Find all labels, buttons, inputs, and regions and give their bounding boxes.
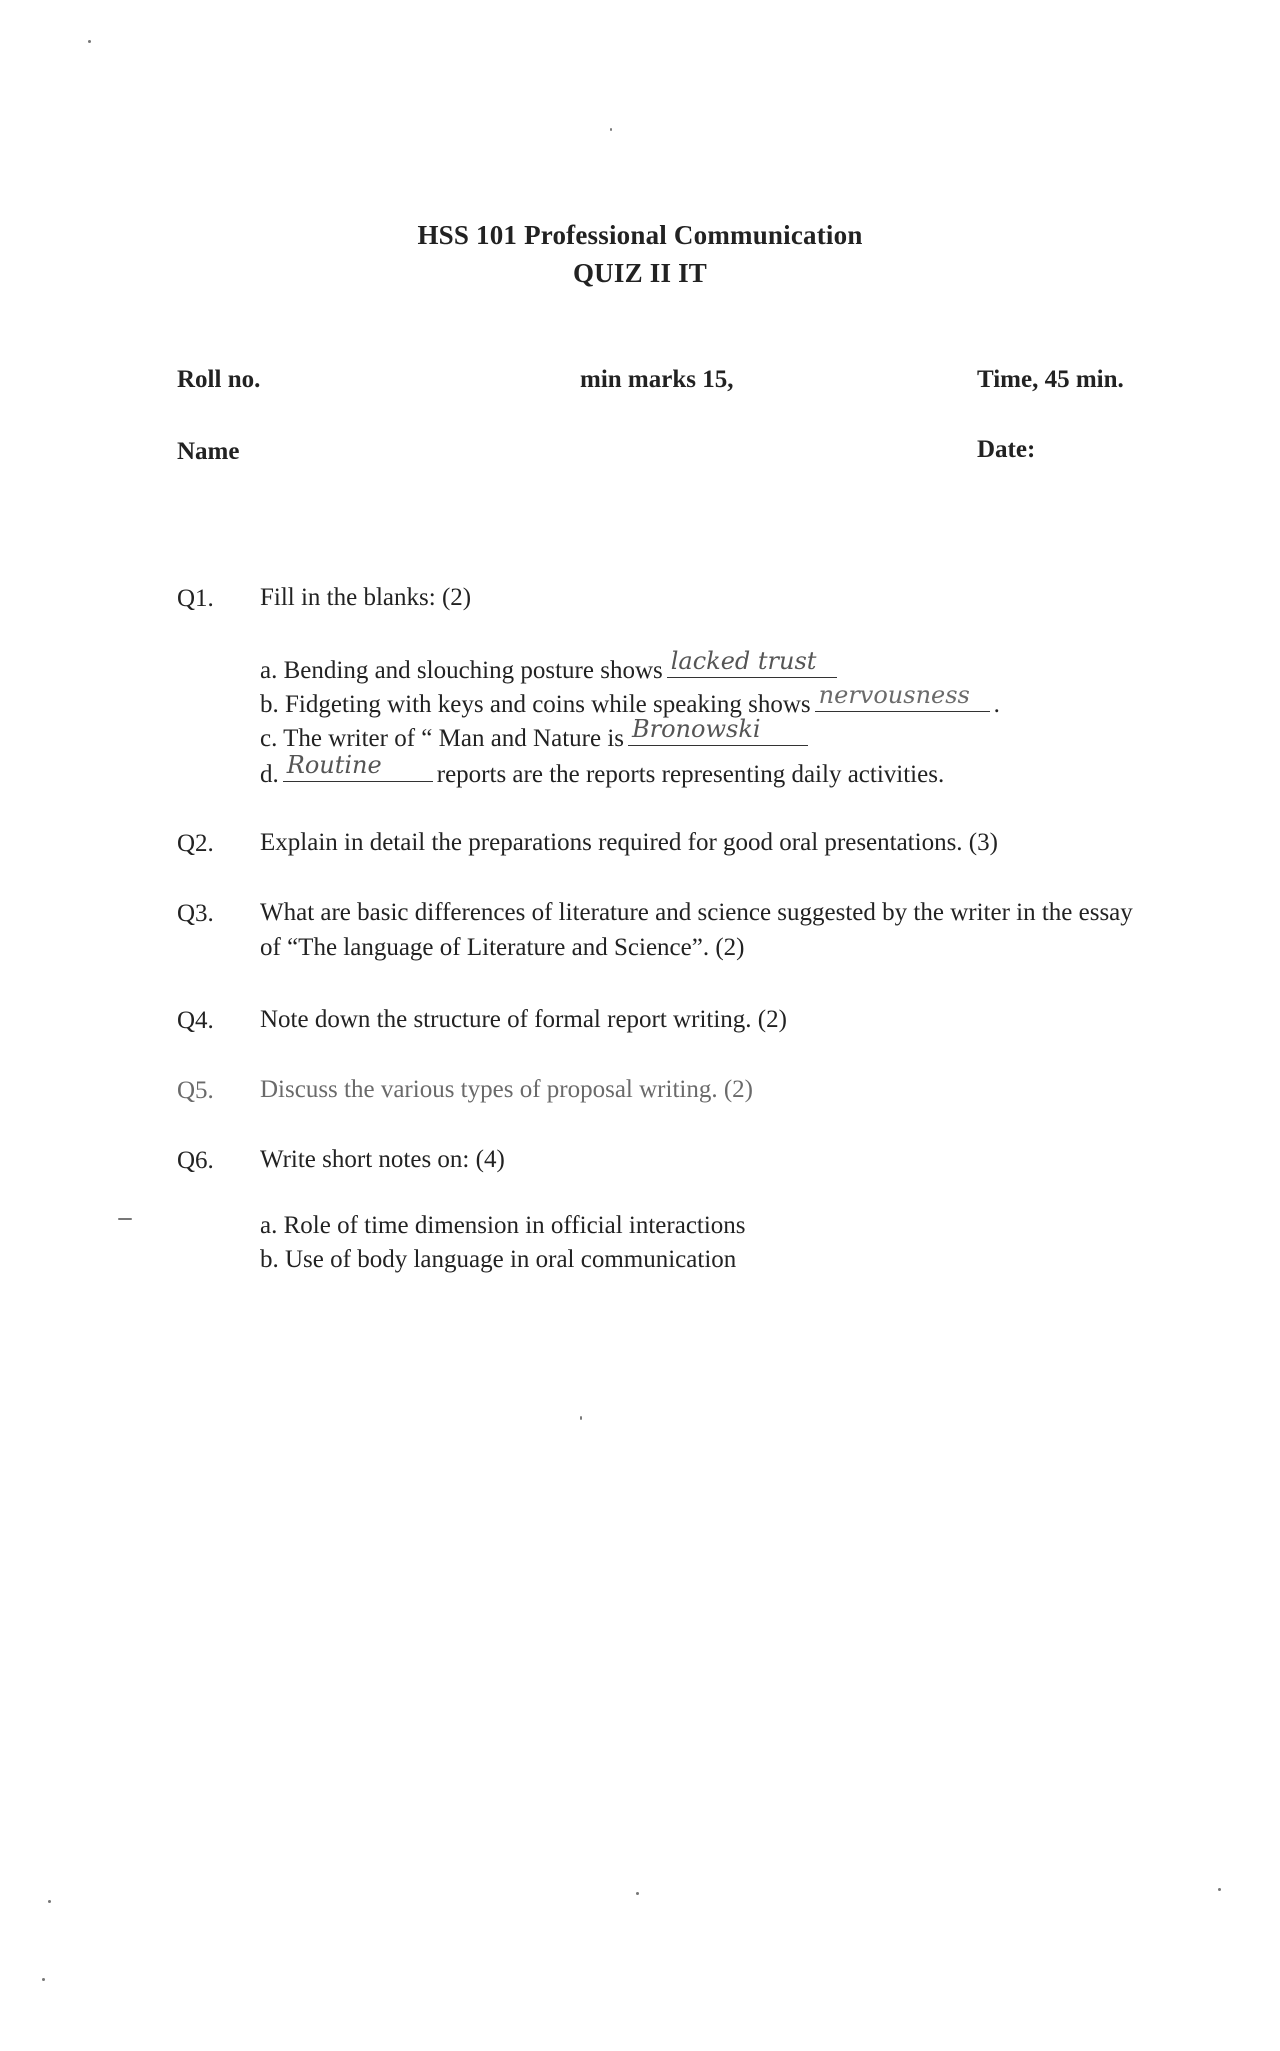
- question-number: Q6.: [177, 1147, 214, 1174]
- scan-speck: [48, 1900, 51, 1903]
- answer-blank: [628, 715, 808, 746]
- scan-speck: [118, 1218, 132, 1220]
- handwritten-answer: nervousness: [818, 681, 970, 709]
- blank-item-b: [260, 681, 1000, 719]
- blank-item-suffix: .: [993, 691, 1000, 718]
- question-number: Q4.: [177, 1007, 214, 1034]
- answer-blank: [667, 647, 837, 678]
- answer-blank: [815, 681, 990, 712]
- date-label: Date:: [977, 436, 1036, 463]
- scan-speck: [42, 1978, 45, 1981]
- scan-speck: [610, 128, 612, 131]
- question-text: Discuss the various types of proposal writing. (2): [260, 1076, 753, 1103]
- blank-item-text: c. The writer of “ Man and Nature is: [260, 725, 624, 752]
- answer-blank: [283, 751, 433, 782]
- scan-speck: [1218, 1888, 1221, 1891]
- handwritten-answer: Bronowski: [632, 715, 761, 743]
- question-number: Q3.: [177, 900, 214, 927]
- handwritten-answer: Routine: [286, 751, 382, 779]
- marks-label: min marks 15,: [580, 366, 734, 393]
- blank-item-a: [260, 647, 841, 685]
- short-note-item-b: b. Use of body language in oral communication: [260, 1246, 737, 1273]
- roll-no-label: Roll no.: [177, 366, 261, 393]
- question-text: Fill in the blanks: (2): [260, 584, 472, 611]
- blank-item-suffix: reports are the reports representing daily activities.: [436, 761, 945, 788]
- name-label: Name: [177, 438, 240, 465]
- question-text: Explain in detail the preparations required for good oral presentations. (3): [260, 829, 998, 856]
- handwritten-answer: lacked trust: [670, 647, 817, 675]
- time-label: Time, 45 min.: [977, 366, 1124, 393]
- question-text: Note down the structure of formal report writing. (2): [260, 1006, 787, 1033]
- blank-item-text: b. Fidgeting with keys and coins while speaking shows: [260, 691, 811, 718]
- scan-speck: [580, 1416, 582, 1420]
- question-number: Q5.: [177, 1077, 214, 1104]
- scan-speck: [88, 40, 91, 43]
- short-note-item-a: a. Role of time dimension in official interactions: [260, 1212, 746, 1239]
- question-number: Q1.: [177, 585, 214, 612]
- scan-speck: [636, 1892, 639, 1895]
- blank-item-text: a. Bending and slouching posture shows: [260, 657, 663, 684]
- question-text: Write short notes on: (4): [260, 1146, 505, 1173]
- question-number: Q2.: [177, 830, 214, 857]
- blank-item-c: [260, 715, 812, 753]
- blank-item-text: d.: [260, 761, 279, 788]
- course-title: HSS 101 Professional Communication: [417, 220, 863, 250]
- quiz-title: QUIZ II IT: [572, 258, 708, 288]
- blank-item-d: [260, 751, 945, 789]
- question-text: What are basic differences of literature and science suggested by the writer in the essay of “The language of Literature and Science”. (2): [260, 899, 1133, 961]
